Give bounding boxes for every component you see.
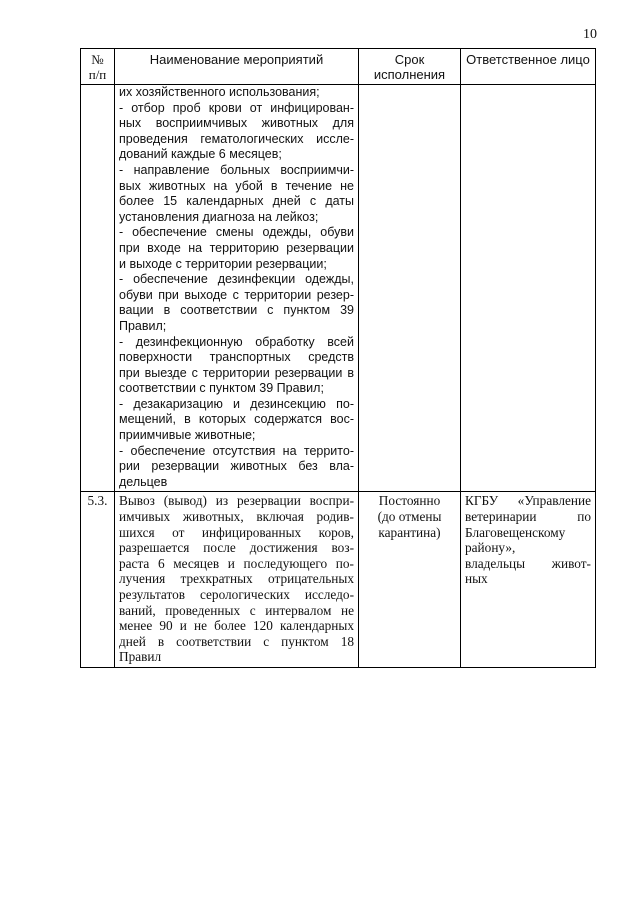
text-line: соответствии с пунктом 39 Правил;: [119, 381, 324, 396]
text-line: результатов серологических исследо-: [119, 587, 354, 602]
text-line: лучения трехкратных отрицательных: [119, 571, 354, 587]
text-line: приимчивые животные;: [119, 428, 256, 443]
text-line: владельцы живот-: [465, 555, 591, 571]
text-line: проведения гематологических иссле-: [119, 131, 354, 146]
text-line: - обеспечение дезинфекции одежды,: [119, 272, 354, 287]
continued-number-cell: [81, 85, 115, 492]
header-activity-name: Наименование мероприятий: [115, 49, 359, 85]
table-row-5-3: [81, 492, 596, 668]
text-line: при выезде с территории резервации в: [119, 365, 354, 380]
row-responsible-cell: [461, 492, 596, 668]
table-row-continued: [81, 85, 596, 492]
text-line: шихся от инфицированных коров,: [119, 524, 354, 540]
text-line: имчивых животных, включая родив-: [119, 509, 354, 525]
header-responsible: Ответственное лицо: [461, 49, 596, 85]
continued-deadline-cell: [359, 85, 461, 492]
text-line: установления диагноза на лейкоз;: [119, 209, 319, 224]
text-line: дельцев: [119, 474, 168, 489]
text-line: раста 6 месяцев и последующего по-: [119, 555, 354, 571]
text-line: ных восприимчивых животных для: [119, 116, 354, 131]
header-deadline: Срок исполнения: [359, 49, 461, 85]
row-activity-cell: [115, 492, 359, 668]
text-line: более 15 календарных дней с даты: [119, 194, 354, 209]
row-deadline-cell: [359, 492, 461, 668]
continued-responsible-cell: [461, 85, 596, 492]
text-line: Постоянно: [378, 493, 441, 509]
text-line: Благовещенскому: [465, 524, 566, 540]
text-line: - обеспечение отсутствия на террито-: [119, 443, 354, 458]
text-line: (до отмены: [377, 509, 442, 525]
text-line: району»,: [465, 540, 516, 556]
page-number: 10: [583, 27, 597, 42]
text-line: карантина): [378, 524, 441, 540]
text-line: - направление больных восприимчи-: [119, 162, 354, 177]
text-line: - дезинфекционную обработку всей: [119, 334, 354, 349]
text-line: и выходе с территории резервации;: [119, 256, 327, 271]
table-header-row: [81, 49, 596, 85]
text-line: разрешается после достижения воз-: [119, 540, 354, 556]
text-line: рии резервации животных без вла-: [119, 459, 354, 474]
text-line: обуви при выходе с территории резер-: [119, 287, 354, 302]
text-line: Вывоз (вывод) из резервации воспри-: [119, 493, 354, 509]
text-line: - дезакаризацию и дезинсекцию по-: [119, 396, 354, 411]
text-line: дований каждые 6 месяцев;: [119, 147, 282, 162]
text-line: Правил;: [119, 318, 167, 333]
text-line: поверхности транспортных средств: [119, 350, 354, 365]
text-line: ных: [465, 571, 488, 587]
text-line: менее 90 и не более 120 календарных: [119, 618, 354, 634]
text-line: ветеринарии по: [465, 509, 591, 525]
text-line: вых животных на убой в течение не: [119, 178, 354, 193]
text-line: ваний, проведенных с интервалом не: [119, 602, 354, 618]
text-line: Правил: [119, 649, 162, 665]
continued-activity-cell: [115, 85, 359, 492]
text-line: вации в соответствии с пунктом 39: [119, 303, 354, 318]
text-line: их хозяйственного использования;: [119, 85, 320, 99]
text-line: - обеспечение смены одежды, обуви: [119, 225, 354, 240]
row-number: 5.3.: [81, 492, 115, 668]
text-line: КГБУ «Управление: [465, 493, 591, 509]
measures-table: [80, 48, 596, 668]
text-line: при входе на территорию резервации: [119, 240, 354, 255]
text-line: - отбор проб крови от инфицирован-: [119, 100, 354, 115]
header-number: № п/п: [81, 49, 115, 85]
text-line: дней в соответствии с пунктом 18: [119, 633, 354, 649]
text-line: мещений, в которых содержатся вос-: [119, 412, 354, 427]
